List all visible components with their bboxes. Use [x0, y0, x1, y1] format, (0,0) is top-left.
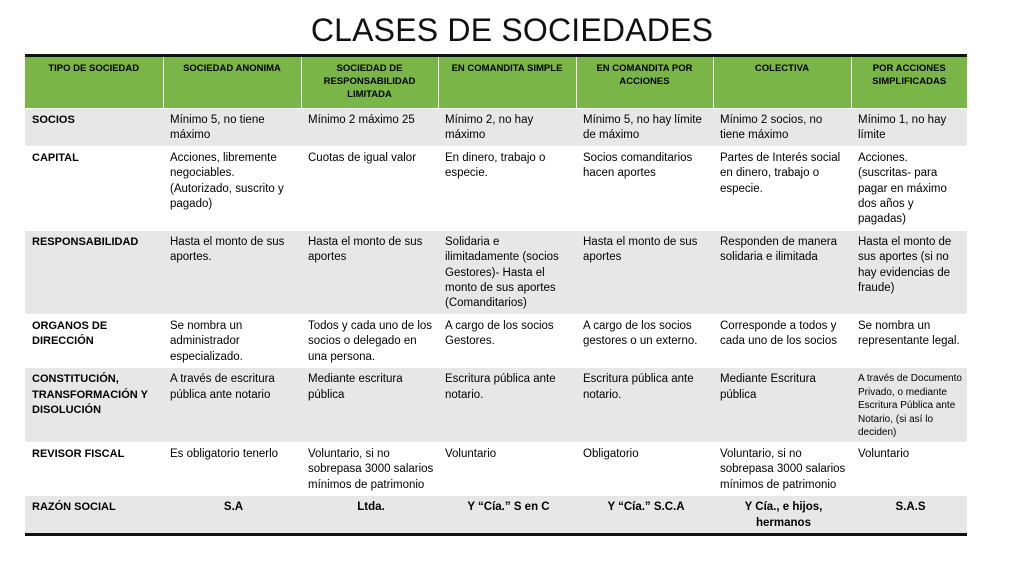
- row-label: RAZÓN SOCIAL: [25, 496, 163, 535]
- row-responsabilidad: [25, 230, 967, 314]
- table-cell: Todos y cada uno de los socios o delegado en una persona.: [301, 314, 438, 367]
- table-cell: Mediante Escritura pública: [713, 368, 851, 443]
- table-cell: Mínimo 5, no hay límite de máximo: [576, 109, 713, 147]
- row-razon-social: [25, 496, 967, 535]
- row-organos-de-direccion: [25, 314, 967, 367]
- table-cell: Voluntario: [851, 443, 967, 496]
- table-cell: Es obligatorio tenerlo: [163, 443, 301, 496]
- header-comandita-por-acciones: EN COMANDITA POR ACCIONES: [576, 56, 713, 109]
- table-cell: Solidaria e ilimitadamente (socios Gestores)- Hasta el monto de sus aportes (Comanditarios): [438, 230, 576, 314]
- row-capital: [25, 146, 967, 230]
- table-cell: Corresponde a todos y cada uno de los socios: [713, 314, 851, 367]
- row-constitucion: [25, 368, 967, 443]
- table-cell: S.A.S: [851, 496, 967, 535]
- table-cell: Acciones. (suscritas- para pagar en máximo dos años y pagadas): [851, 146, 967, 230]
- table-cell: Voluntario, si no sobrepasa 3000 salarios mínimos de patrimonio: [713, 443, 851, 496]
- table-cell: Y Cía., e hijos, hermanos: [713, 496, 851, 535]
- table-cell: A cargo de los socios gestores o un externo.: [576, 314, 713, 367]
- table-cell: Voluntario: [438, 443, 576, 496]
- table-cell: Mínimo 1, no hay límite: [851, 109, 967, 147]
- table-cell: Hasta el monto de sus aportes: [576, 230, 713, 314]
- table-cell: Mínimo 5, no tiene máximo: [163, 109, 301, 147]
- table-cell: Se nombra un representante legal.: [851, 314, 967, 367]
- table-cell: Escritura pública ante notario.: [576, 368, 713, 443]
- table-cell: Partes de Interés social en dinero, trabajo o especie.: [713, 146, 851, 230]
- row-label: CAPITAL: [25, 146, 163, 230]
- table-cell: Y “Cía.” S.C.A: [576, 496, 713, 535]
- row-label: SOCIOS: [25, 109, 163, 147]
- table-cell: Ltda.: [301, 496, 438, 535]
- table-cell: A través de Documento Privado, o mediante Escritura Pública ante Notario, (si así lo deciden): [851, 368, 967, 443]
- header-colectiva: COLECTIVA: [713, 56, 851, 109]
- header-responsabilidad-limitada: SOCIEDAD DE RESPONSABILIDAD LIMITADA: [301, 56, 438, 109]
- table-cell: Cuotas de igual valor: [301, 146, 438, 230]
- page-title: CLASES DE SOCIEDADES: [310, 12, 714, 48]
- table-cell: Mínimo 2, no hay máximo: [438, 109, 576, 147]
- table-cell: A cargo de los socios Gestores.: [438, 314, 576, 367]
- table-cell: Se nombra un administrador especializado.: [163, 314, 301, 367]
- row-label: RESPONSABILIDAD: [25, 230, 163, 314]
- table-cell: Voluntario, si no sobrepasa 3000 salarios mínimos de patrimonio: [301, 443, 438, 496]
- table-cell: S.A: [163, 496, 301, 535]
- table-cell: Responden de manera solidaria e ilimitada: [713, 230, 851, 314]
- header-acciones-simplificadas: POR ACCIONES SIMPLIFICADAS: [851, 56, 967, 109]
- table-cell: Hasta el monto de sus aportes.: [163, 230, 301, 314]
- table-cell: A través de escritura pública ante notario: [163, 368, 301, 443]
- header-sociedad-anonima: SOCIEDAD ANONIMA: [163, 56, 301, 109]
- table-cell: Acciones, libremente negociables. (Autorizado, suscrito y pagado): [163, 146, 301, 230]
- table-cell: Hasta el monto de sus aportes (si no hay evidencias de fraude): [851, 230, 967, 314]
- header-tipo-de-sociedad: TIPO DE SOCIEDAD: [25, 56, 163, 109]
- row-socios: [25, 109, 967, 147]
- row-label: REVISOR FISCAL: [25, 443, 163, 496]
- table-cell: En dinero, trabajo o especie.: [438, 146, 576, 230]
- table-cell: Hasta el monto de sus aportes: [301, 230, 438, 314]
- table-cell: Socios comanditarios hacen aportes: [576, 146, 713, 230]
- table-cell: Mediante escritura pública: [301, 368, 438, 443]
- table-cell: Y “Cía.” S en C: [438, 496, 576, 535]
- table-cell: Mínimo 2 máximo 25: [301, 109, 438, 147]
- header-row: [25, 56, 967, 109]
- table-cell: Escritura pública ante notario.: [438, 368, 576, 443]
- comparison-table: [25, 54, 967, 536]
- header-comandita-simple: EN COMANDITA SIMPLE: [438, 56, 576, 109]
- table-cell: Mínimo 2 socios, no tiene máximo: [713, 109, 851, 147]
- row-label: ORGANOS DE DIRECCIÓN: [25, 314, 163, 367]
- table-cell: Obligatorio: [576, 443, 713, 496]
- row-label: CONSTITUCIÓN, TRANSFORMACIÓN Y DISOLUCIÓN: [25, 368, 163, 443]
- row-revisor-fiscal: [25, 443, 967, 496]
